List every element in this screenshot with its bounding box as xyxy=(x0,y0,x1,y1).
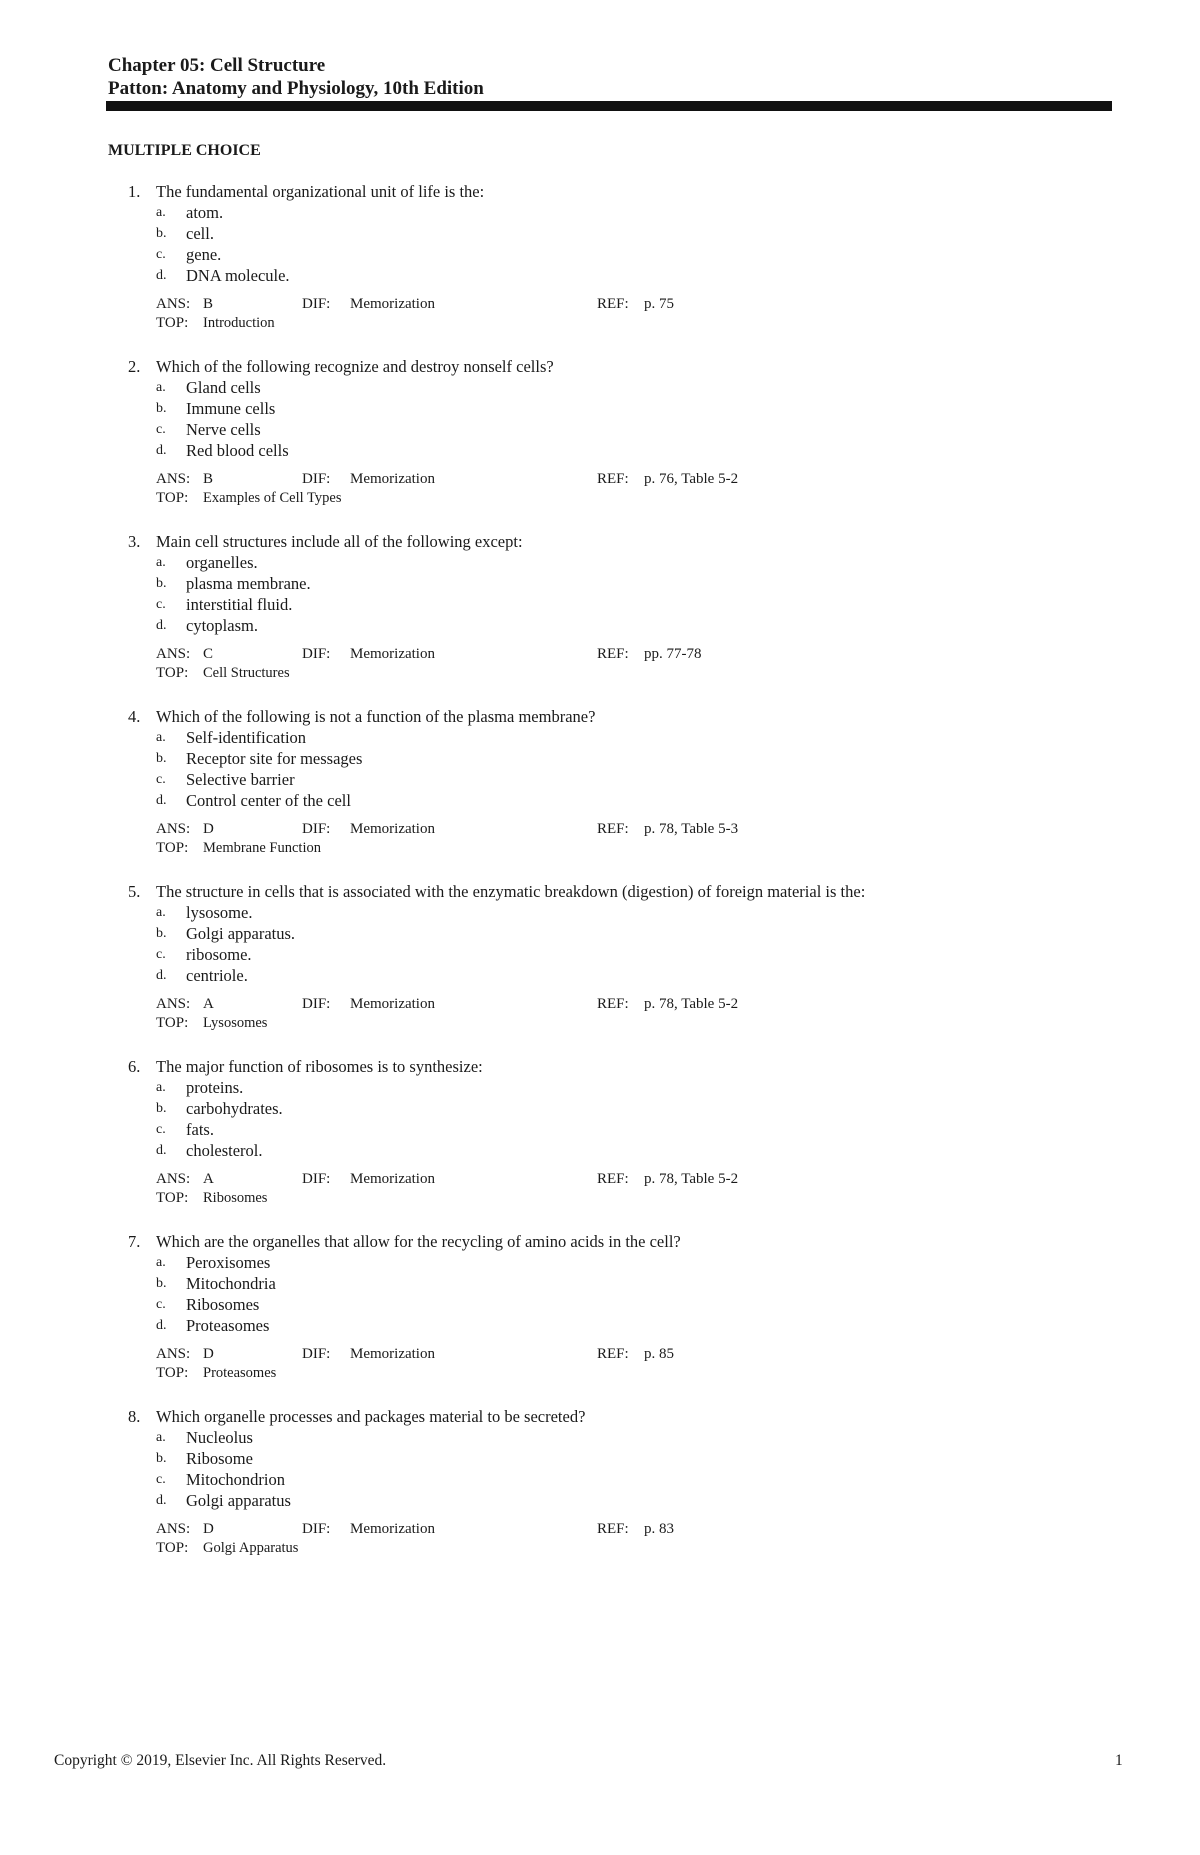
top-label: TOP: xyxy=(156,315,189,331)
top-label: TOP: xyxy=(156,665,189,681)
option-letter: a. xyxy=(156,555,166,570)
dif-value: Memorization xyxy=(350,996,435,1012)
ans-value: D xyxy=(203,1521,214,1537)
option-letter: c. xyxy=(156,772,166,787)
option-letter: a. xyxy=(156,205,166,220)
dif-label: DIF: xyxy=(302,471,331,487)
dif-value: Memorization xyxy=(350,296,435,312)
question-number: 7. xyxy=(128,1232,141,1251)
ans-label: ANS: xyxy=(156,996,191,1012)
question-text: The structure in cells that is associated with the enzymatic breakdown (digestion) of foreign material is the: xyxy=(156,882,866,901)
option-text: Selective barrier xyxy=(186,770,295,789)
dif-value: Memorization xyxy=(350,471,435,487)
question-text: Which are the organelles that allow for the recycling of amino acids in the cell? xyxy=(156,1232,681,1251)
question-text: The fundamental organizational unit of life is the: xyxy=(156,182,485,201)
top-label: TOP: xyxy=(156,1540,189,1556)
option-text: proteins. xyxy=(186,1078,244,1097)
option-text: Gland cells xyxy=(186,378,261,397)
dif-value: Memorization xyxy=(350,1171,435,1187)
option-text: Proteasomes xyxy=(186,1316,270,1335)
dif-label: DIF: xyxy=(302,1346,331,1362)
ans-value: D xyxy=(203,821,214,837)
option-text: centriole. xyxy=(186,966,248,985)
ref-label: REF: xyxy=(597,646,629,662)
option-text: Nerve cells xyxy=(186,420,261,439)
ref-label: REF: xyxy=(597,471,629,487)
top-value: Lysosomes xyxy=(203,1015,268,1031)
option-letter: c. xyxy=(156,1472,166,1487)
option-letter: a. xyxy=(156,730,166,745)
option-letter: d. xyxy=(156,1143,167,1158)
ref-label: REF: xyxy=(597,296,629,312)
ans-value: C xyxy=(203,646,214,662)
ans-value: A xyxy=(203,1171,214,1187)
page-header xyxy=(108,54,484,100)
top-label: TOP: xyxy=(156,1015,189,1031)
ans-value: D xyxy=(203,1346,214,1362)
section-title: MULTIPLE CHOICE xyxy=(108,142,261,159)
option-letter: b. xyxy=(156,401,167,416)
ref-value: pp. 77-78 xyxy=(644,646,702,662)
ans-value: A xyxy=(203,996,214,1012)
top-label: TOP: xyxy=(156,1190,189,1206)
option-text: atom. xyxy=(186,203,224,222)
option-text: Peroxisomes xyxy=(186,1253,271,1272)
top-value: Examples of Cell Types xyxy=(203,490,342,506)
dif-value: Memorization xyxy=(350,1521,435,1537)
ref-label: REF: xyxy=(597,821,629,837)
copyright-notice: Copyright © 2019, Elsevier Inc. All Rights Reserved. xyxy=(54,1752,387,1769)
question-number: 8. xyxy=(128,1407,141,1426)
option-text: Mitochondria xyxy=(186,1274,276,1293)
option-text: fats. xyxy=(186,1120,214,1139)
option-letter: b. xyxy=(156,1276,167,1291)
dif-label: DIF: xyxy=(302,646,331,662)
dif-label: DIF: xyxy=(302,1171,331,1187)
option-letter: a. xyxy=(156,905,166,920)
option-letter: d. xyxy=(156,443,167,458)
question-number: 4. xyxy=(128,707,141,726)
question-number: 2. xyxy=(128,357,141,376)
option-letter: b. xyxy=(156,751,167,766)
ref-value: p. 76, Table 5-2 xyxy=(644,471,739,487)
question-text: Which organelle processes and packages material to be secreted? xyxy=(156,1407,586,1426)
question-text: The major function of ribosomes is to synthesize: xyxy=(156,1057,483,1076)
option-letter: b. xyxy=(156,926,167,941)
option-letter: a. xyxy=(156,1255,166,1270)
top-value: Introduction xyxy=(203,315,275,331)
option-letter: d. xyxy=(156,793,167,808)
dif-value: Memorization xyxy=(350,1346,435,1362)
dif-value: Memorization xyxy=(350,821,435,837)
option-letter: c. xyxy=(156,1122,166,1137)
option-letter: d. xyxy=(156,1318,167,1333)
ref-value: p. 78, Table 5-3 xyxy=(644,821,739,837)
ref-value: p. 78, Table 5-2 xyxy=(644,996,739,1012)
ans-label: ANS: xyxy=(156,1521,191,1537)
question-number: 6. xyxy=(128,1057,141,1076)
ans-label: ANS: xyxy=(156,646,191,662)
dif-label: DIF: xyxy=(302,1521,331,1537)
option-text: Receptor site for messages xyxy=(186,749,363,768)
chapter-title: Chapter 05: Cell Structure xyxy=(108,55,326,76)
option-letter: a. xyxy=(156,1080,166,1095)
option-text: DNA molecule. xyxy=(186,266,290,285)
ans-label: ANS: xyxy=(156,296,191,312)
option-letter: b. xyxy=(156,1101,167,1116)
option-letter: d. xyxy=(156,1493,167,1508)
option-text: Red blood cells xyxy=(186,441,289,460)
top-value: Golgi Apparatus xyxy=(203,1540,299,1556)
ref-value: p. 75 xyxy=(644,296,674,312)
top-value: Proteasomes xyxy=(203,1365,277,1381)
question-text: Which of the following recognize and destroy nonself cells? xyxy=(156,357,554,376)
top-value: Cell Structures xyxy=(203,665,290,681)
option-letter: d. xyxy=(156,268,167,283)
option-text: lysosome. xyxy=(186,903,253,922)
ref-label: REF: xyxy=(597,1521,629,1537)
page-number: 1 xyxy=(1115,1752,1123,1769)
option-text: Control center of the cell xyxy=(186,791,351,810)
option-text: Golgi apparatus. xyxy=(186,924,296,943)
option-text: plasma membrane. xyxy=(186,574,311,593)
dif-label: DIF: xyxy=(302,821,331,837)
ans-value: B xyxy=(203,471,214,487)
top-label: TOP: xyxy=(156,490,189,506)
book-title: Patton: Anatomy and Physiology, 10th Edition xyxy=(108,78,484,99)
option-text: Mitochondrion xyxy=(186,1470,285,1489)
ref-label: REF: xyxy=(597,996,629,1012)
option-text: cytoplasm. xyxy=(186,616,258,635)
option-text: Golgi apparatus xyxy=(186,1491,291,1510)
option-letter: b. xyxy=(156,1451,167,1466)
option-letter: b. xyxy=(156,576,167,591)
question-number: 5. xyxy=(128,882,141,901)
option-letter: d. xyxy=(156,968,167,983)
top-label: TOP: xyxy=(156,1365,189,1381)
option-text: Ribosome xyxy=(186,1449,253,1468)
option-letter: c. xyxy=(156,597,166,612)
question-number: 1. xyxy=(128,182,141,201)
option-text: Immune cells xyxy=(186,399,276,418)
ref-label: REF: xyxy=(597,1346,629,1362)
question-text: Main cell structures include all of the following except: xyxy=(156,532,523,551)
ans-label: ANS: xyxy=(156,471,191,487)
option-letter: a. xyxy=(156,380,166,395)
header-rule xyxy=(106,101,1112,111)
option-text: interstitial fluid. xyxy=(186,595,293,614)
question-number: 3. xyxy=(128,532,141,551)
top-value: Membrane Function xyxy=(203,840,321,856)
option-letter: c. xyxy=(156,247,166,262)
option-text: gene. xyxy=(186,245,222,264)
dif-label: DIF: xyxy=(302,996,331,1012)
option-letter: c. xyxy=(156,422,166,437)
option-letter: b. xyxy=(156,226,167,241)
option-letter: a. xyxy=(156,1430,166,1445)
top-label: TOP: xyxy=(156,840,189,856)
dif-label: DIF: xyxy=(302,296,331,312)
option-letter: d. xyxy=(156,618,167,633)
option-letter: c. xyxy=(156,947,166,962)
option-text: Ribosomes xyxy=(186,1295,260,1314)
ref-label: REF: xyxy=(597,1171,629,1187)
ans-label: ANS: xyxy=(156,1346,191,1362)
ref-value: p. 83 xyxy=(644,1521,674,1537)
ans-value: B xyxy=(203,296,214,312)
option-text: cell. xyxy=(186,224,214,243)
ans-label: ANS: xyxy=(156,1171,191,1187)
dif-value: Memorization xyxy=(350,646,435,662)
option-text: cholesterol. xyxy=(186,1141,263,1160)
option-letter: c. xyxy=(156,1297,166,1312)
option-text: Nucleolus xyxy=(186,1428,253,1447)
option-text: carbohydrates. xyxy=(186,1099,283,1118)
ans-label: ANS: xyxy=(156,821,191,837)
option-text: organelles. xyxy=(186,553,258,572)
ref-value: p. 78, Table 5-2 xyxy=(644,1171,739,1187)
ref-value: p. 85 xyxy=(644,1346,674,1362)
top-value: Ribosomes xyxy=(203,1190,268,1206)
option-text: Self-identification xyxy=(186,728,307,747)
question-text: Which of the following is not a function of the plasma membrane? xyxy=(156,707,596,726)
option-text: ribosome. xyxy=(186,945,252,964)
